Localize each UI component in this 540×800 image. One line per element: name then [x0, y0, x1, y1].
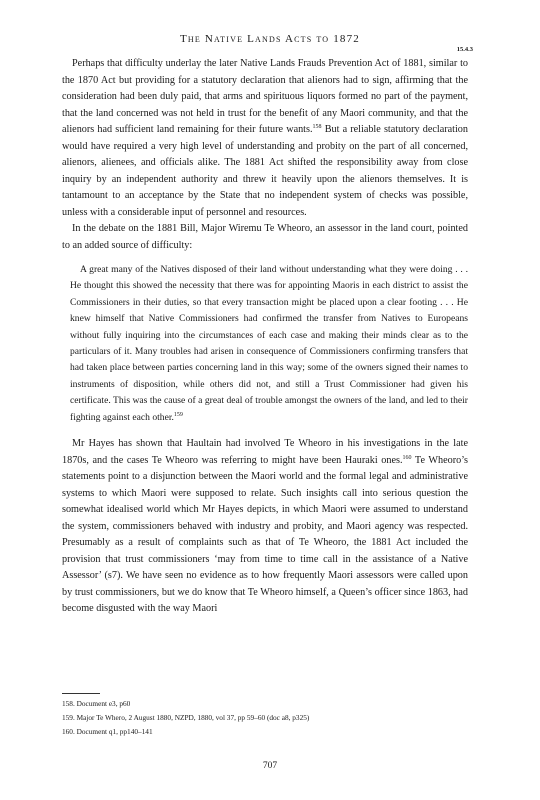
paragraph-2: In the debate on the 1881 Bill, Major Wiremu Te Wheoro, an assessor in the land court, pointed to an added source of difficulty:: [62, 223, 468, 251]
paragraph-3: [62, 436, 468, 618]
block-quote-text: A great many of the Natives disposed of their land without understanding what they were doing . . . He thought this showed the necessity that there was for appointing Maoris in each district to assist the Commissioners in their duties, so that every transaction might be placed upon a clear footing . . . He knew himself that Native Commissioners had confirmed the transfer from Natives to Europeans without fully inquiring into the circumstances of each case and making their minds clear as to the particulars of it. Many troubles had arisen in consequence of Commissioners confirming transfers that had taken place between parties concerning land in this way; some of the owners signed their names to instruments of disposition, while others did not, and still a Trust Commissioner had given his certificate. This was the cause of a great deal of trouble amongst the owners of the land, and led to their fighting against each other.: [70, 264, 468, 423]
page-number: 707: [262, 761, 278, 771]
paragraph-1-continuation: But a reliable statutory declaration would have required a very high level of understanding and probity on the part of all concerned, alienors, alienees, and officials alike. The 1881 Act shifted the responsibility away from close inquiry by an independent authority and threw it heavily upon the alienors themselves. It is tantamount to an acceptance by the State that no independent system of checks was possible, unless with a considerable input of personnel and resources.: [62, 124, 468, 218]
footnote-divider: [62, 693, 100, 694]
paragraph-3-text: Mr Hayes has shown that Haultain had involved Te Wheoro in his investigations in the late 1870s, and the cases Te Wheoro was referring to might have been Hauraki ones.: [62, 438, 468, 466]
paragraph-1-text: Perhaps that difficulty underlay the later Native Lands Frauds Prevention Act of 1881, similar to the 1870 Act but providing for a statutory declaration that alienors had to sign, affirming that the consideration had been duly paid, that arms and spirituous liquors formed no part of the payment, that the land concerned was not held in trust for the benefit of any Maori community, and that the alienors had sufficient land remaining for their future wants.: [62, 58, 468, 135]
body-text: [62, 56, 468, 618]
footnote-159: 159. Major Te Whero, 2 August 1880, NZPD, 1880, vol 37, pp 59–60 (doc a8, p325): [62, 713, 310, 722]
footnotes: [62, 697, 468, 739]
section-number: 15.4.3: [456, 46, 473, 53]
footnote-ref-158[interactable]: 158: [312, 124, 322, 130]
footnote-ref-160[interactable]: 160: [402, 454, 412, 461]
block-quote: [70, 262, 468, 426]
footnote-158: 158. Document e3, p60: [62, 699, 131, 708]
paragraph-3-continuation: Te Wheoro’s statements point to a disjunction between the Maori world and the formal legal and administrative systems to which Maori were supposed to relate. Such insights call into serious question the somewhat idealised world which Mr Hayes depicts, in which Maori were assumed to understand the system, commissioners behaved with industry and probity, and Maori agency was respected. Presumably as a result of complaints such as that of Te Wheoro, the 1881 Act included the provision that trust commissioners ‘may from time to time call in the assistance of a Native Assessor’ (s7). We have seen no evidence as to how frequently Maori assessors were called upon by trust commissioners, but we do know that Te Wheoro himself, a Queen’s officer since 1863, had become disgusted with the way Maori: [62, 454, 468, 615]
paragraph-1: [62, 56, 468, 221]
footnote-ref-159[interactable]: 159: [173, 411, 183, 418]
footnote-160: 160. Document q1, pp140–141: [62, 727, 153, 736]
running-title: The Native Lands Acts to 1872: [179, 33, 360, 45]
